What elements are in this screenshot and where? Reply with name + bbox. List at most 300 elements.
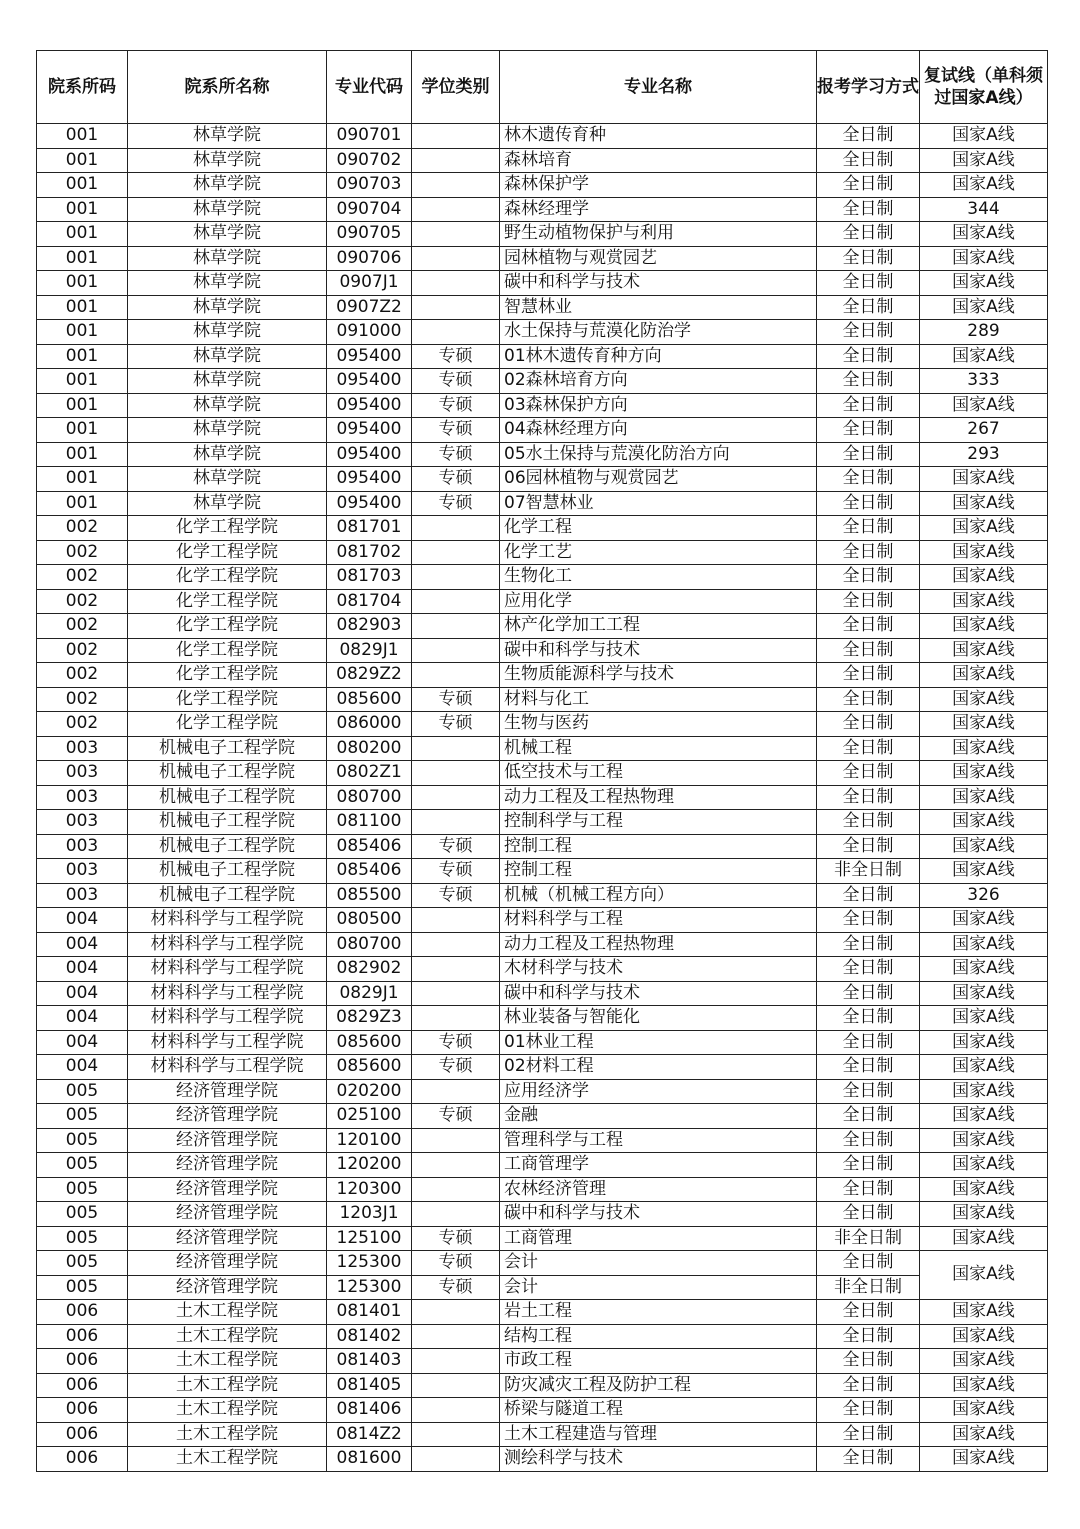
cell-study-mode: 全日制	[817, 442, 920, 467]
cell-study-mode: 全日制	[817, 981, 920, 1006]
cell-retest-line: 国家A线	[920, 908, 1048, 933]
cell-study-mode: 全日制	[817, 1006, 920, 1031]
cell-degree-type	[412, 957, 500, 982]
cell-retest-line: 国家A线	[920, 222, 1048, 247]
cell-major-code: 081704	[327, 589, 412, 614]
cell-dept-code: 002	[37, 687, 128, 712]
cell-dept-name: 林草学院	[128, 246, 327, 271]
cell-retest-line: 289	[920, 320, 1048, 345]
table-row	[37, 442, 1048, 467]
cell-dept-code: 006	[37, 1324, 128, 1349]
cell-retest-line: 国家A线	[920, 1226, 1048, 1251]
cell-dept-code: 005	[37, 1128, 128, 1153]
cell-dept-name: 经济管理学院	[128, 1226, 327, 1251]
cell-major-name: 低空技术与工程	[500, 761, 817, 786]
cell-major-name: 管理科学与工程	[500, 1128, 817, 1153]
cell-dept-name: 林草学院	[128, 491, 327, 516]
cell-major-name: 森林经理学	[500, 197, 817, 222]
cell-dept-name: 化学工程学院	[128, 638, 327, 663]
cell-study-mode: 全日制	[817, 1251, 920, 1276]
cell-study-mode: 全日制	[817, 957, 920, 982]
header-study-mode: 报考学习方式	[817, 51, 920, 124]
cell-study-mode: 全日制	[817, 173, 920, 198]
cell-major-name: 碳中和科学与技术	[500, 981, 817, 1006]
cell-dept-name: 林草学院	[128, 148, 327, 173]
cell-dept-name: 经济管理学院	[128, 1275, 327, 1300]
cell-study-mode: 全日制	[817, 614, 920, 639]
cell-dept-code: 002	[37, 565, 128, 590]
cell-study-mode: 全日制	[817, 467, 920, 492]
cell-retest-line: 国家A线	[920, 516, 1048, 541]
table-row	[37, 491, 1048, 516]
table-row	[37, 981, 1048, 1006]
cell-retest-line: 国家A线	[920, 1300, 1048, 1325]
table-row	[37, 1202, 1048, 1227]
cell-degree-type: 专硕	[412, 834, 500, 859]
cell-study-mode: 全日制	[817, 148, 920, 173]
cell-retest-line: 国家A线	[920, 1251, 1048, 1300]
cell-dept-name: 化学工程学院	[128, 663, 327, 688]
cell-major-code: 125300	[327, 1251, 412, 1276]
cell-major-code: 120200	[327, 1153, 412, 1178]
cell-dept-name: 林草学院	[128, 295, 327, 320]
cell-study-mode: 全日制	[817, 1030, 920, 1055]
cell-retest-line: 国家A线	[920, 1055, 1048, 1080]
cell-dept-name: 化学工程学院	[128, 614, 327, 639]
table-row	[37, 1226, 1048, 1251]
cell-retest-line: 国家A线	[920, 124, 1048, 149]
cell-major-code: 025100	[327, 1104, 412, 1129]
cell-major-code: 081703	[327, 565, 412, 590]
cell-degree-type	[412, 736, 500, 761]
cell-degree-type: 专硕	[412, 1226, 500, 1251]
cell-major-name: 化学工艺	[500, 540, 817, 565]
cell-major-code: 0907J1	[327, 271, 412, 296]
cell-study-mode: 全日制	[817, 1447, 920, 1472]
cell-retest-line: 国家A线	[920, 810, 1048, 835]
table-row	[37, 1030, 1048, 1055]
cell-degree-type	[412, 908, 500, 933]
cell-degree-type	[412, 565, 500, 590]
cell-dept-name: 土木工程学院	[128, 1349, 327, 1374]
table-header-row	[37, 51, 1048, 124]
cell-study-mode: 全日制	[817, 1079, 920, 1104]
cell-degree-type	[412, 1324, 500, 1349]
cell-study-mode: 全日制	[817, 1104, 920, 1129]
table-row	[37, 785, 1048, 810]
cell-retest-line: 国家A线	[920, 1030, 1048, 1055]
table-row	[37, 638, 1048, 663]
cell-major-name: 林产化学加工工程	[500, 614, 817, 639]
cell-dept-code: 001	[37, 442, 128, 467]
cell-retest-line: 国家A线	[920, 1128, 1048, 1153]
cell-study-mode: 全日制	[817, 687, 920, 712]
table-row	[37, 810, 1048, 835]
cell-major-name: 04森林经理方向	[500, 418, 817, 443]
cell-dept-name: 化学工程学院	[128, 516, 327, 541]
table-row	[37, 295, 1048, 320]
cell-dept-code: 001	[37, 320, 128, 345]
cell-degree-type	[412, 589, 500, 614]
cell-major-name: 土木工程建造与管理	[500, 1422, 817, 1447]
table-row	[37, 883, 1048, 908]
cell-study-mode: 全日制	[817, 271, 920, 296]
cell-major-code: 081406	[327, 1398, 412, 1423]
cell-degree-type: 专硕	[412, 1104, 500, 1129]
cell-dept-code: 002	[37, 589, 128, 614]
cell-degree-type	[412, 1300, 500, 1325]
cell-study-mode: 全日制	[817, 418, 920, 443]
table-row	[37, 222, 1048, 247]
cell-major-name: 生物质能源科学与技术	[500, 663, 817, 688]
table-row	[37, 834, 1048, 859]
cell-study-mode: 全日制	[817, 761, 920, 786]
table-row	[37, 1153, 1048, 1178]
cell-degree-type	[412, 638, 500, 663]
cell-major-code: 080700	[327, 932, 412, 957]
table-row	[37, 1275, 1048, 1300]
cell-retest-line: 国家A线	[920, 932, 1048, 957]
header-dept-name: 院系所名称	[128, 51, 327, 124]
cell-major-name: 控制工程	[500, 859, 817, 884]
cell-major-name: 01林木遗传育种方向	[500, 344, 817, 369]
cell-study-mode: 全日制	[817, 908, 920, 933]
cell-retest-line: 国家A线	[920, 785, 1048, 810]
cell-degree-type: 专硕	[412, 491, 500, 516]
cell-retest-line: 国家A线	[920, 1373, 1048, 1398]
cell-major-code: 095400	[327, 344, 412, 369]
cell-retest-line: 267	[920, 418, 1048, 443]
cell-major-name: 碳中和科学与技术	[500, 1202, 817, 1227]
cell-dept-name: 材料科学与工程学院	[128, 932, 327, 957]
cell-study-mode: 全日制	[817, 369, 920, 394]
cell-dept-code: 004	[37, 1055, 128, 1080]
cell-major-code: 0802Z1	[327, 761, 412, 786]
cell-dept-name: 林草学院	[128, 442, 327, 467]
cell-retest-line: 国家A线	[920, 467, 1048, 492]
cell-major-name: 控制科学与工程	[500, 810, 817, 835]
cell-major-name: 会计	[500, 1251, 817, 1276]
cell-major-code: 095400	[327, 418, 412, 443]
cell-retest-line: 国家A线	[920, 1349, 1048, 1374]
table-row	[37, 589, 1048, 614]
cell-degree-type	[412, 1177, 500, 1202]
cell-degree-type	[412, 1447, 500, 1472]
cell-degree-type	[412, 614, 500, 639]
cell-major-code: 091000	[327, 320, 412, 345]
cell-study-mode: 全日制	[817, 1177, 920, 1202]
cell-retest-line: 344	[920, 197, 1048, 222]
cell-major-code: 080700	[327, 785, 412, 810]
cell-dept-name: 机械电子工程学院	[128, 785, 327, 810]
cell-study-mode: 全日制	[817, 246, 920, 271]
cell-dept-code: 003	[37, 736, 128, 761]
table-row	[37, 173, 1048, 198]
cell-major-code: 125100	[327, 1226, 412, 1251]
cell-dept-name: 土木工程学院	[128, 1300, 327, 1325]
cell-major-name: 化学工程	[500, 516, 817, 541]
cell-study-mode: 全日制	[817, 589, 920, 614]
cell-major-name: 01林业工程	[500, 1030, 817, 1055]
cell-study-mode: 全日制	[817, 1398, 920, 1423]
cell-study-mode: 全日制	[817, 1373, 920, 1398]
cell-dept-code: 001	[37, 173, 128, 198]
cell-degree-type: 专硕	[412, 1055, 500, 1080]
cell-dept-name: 林草学院	[128, 344, 327, 369]
cell-dept-code: 003	[37, 859, 128, 884]
cell-dept-name: 经济管理学院	[128, 1128, 327, 1153]
cell-dept-name: 土木工程学院	[128, 1373, 327, 1398]
cell-degree-type: 专硕	[412, 467, 500, 492]
cell-major-code: 0907Z2	[327, 295, 412, 320]
cell-dept-name: 机械电子工程学院	[128, 859, 327, 884]
cell-major-code: 080200	[327, 736, 412, 761]
cell-degree-type	[412, 271, 500, 296]
cell-retest-line: 国家A线	[920, 1153, 1048, 1178]
cell-major-code: 086000	[327, 712, 412, 737]
cell-major-code: 120300	[327, 1177, 412, 1202]
cell-study-mode: 全日制	[817, 320, 920, 345]
cell-degree-type	[412, 663, 500, 688]
cell-retest-line: 国家A线	[920, 687, 1048, 712]
cell-degree-type	[412, 1422, 500, 1447]
cell-major-code: 081100	[327, 810, 412, 835]
cell-dept-code: 001	[37, 393, 128, 418]
cell-major-name: 03森林保护方向	[500, 393, 817, 418]
score-table-sheet	[36, 50, 1048, 1472]
cell-dept-code: 005	[37, 1251, 128, 1276]
cell-dept-name: 材料科学与工程学院	[128, 957, 327, 982]
cell-dept-name: 化学工程学院	[128, 687, 327, 712]
cell-degree-type	[412, 785, 500, 810]
cell-major-name: 应用化学	[500, 589, 817, 614]
table-row	[37, 1055, 1048, 1080]
cell-degree-type: 专硕	[412, 369, 500, 394]
cell-dept-code: 004	[37, 981, 128, 1006]
cell-major-name: 07智慧林业	[500, 491, 817, 516]
cell-dept-name: 材料科学与工程学院	[128, 1030, 327, 1055]
cell-major-name: 02森林培育方向	[500, 369, 817, 394]
cell-retest-line: 国家A线	[920, 1447, 1048, 1472]
cell-major-code: 0829Z3	[327, 1006, 412, 1031]
cell-dept-code: 003	[37, 883, 128, 908]
cell-retest-line: 国家A线	[920, 1079, 1048, 1104]
cell-major-name: 木材科学与技术	[500, 957, 817, 982]
cell-degree-type	[412, 124, 500, 149]
table-row	[37, 1447, 1048, 1472]
table-row	[37, 1349, 1048, 1374]
cell-degree-type	[412, 197, 500, 222]
cell-dept-name: 机械电子工程学院	[128, 834, 327, 859]
cell-retest-line: 国家A线	[920, 834, 1048, 859]
cell-degree-type	[412, 222, 500, 247]
cell-major-code: 095400	[327, 393, 412, 418]
cell-major-code: 090703	[327, 173, 412, 198]
cell-dept-code: 001	[37, 344, 128, 369]
cell-major-code: 120100	[327, 1128, 412, 1153]
table-body	[37, 124, 1048, 1472]
cell-dept-code: 005	[37, 1079, 128, 1104]
header-retest-line: 复试线（单科须过国家A线）	[920, 51, 1048, 124]
cell-dept-name: 材料科学与工程学院	[128, 1055, 327, 1080]
cell-dept-name: 林草学院	[128, 393, 327, 418]
cell-major-name: 控制工程	[500, 834, 817, 859]
cell-major-code: 0829J1	[327, 638, 412, 663]
cell-study-mode: 全日制	[817, 1153, 920, 1178]
cell-dept-name: 经济管理学院	[128, 1079, 327, 1104]
cell-major-code: 085600	[327, 1030, 412, 1055]
cell-degree-type	[412, 173, 500, 198]
cell-degree-type	[412, 1006, 500, 1031]
cell-dept-code: 001	[37, 222, 128, 247]
cell-dept-code: 001	[37, 467, 128, 492]
cell-dept-name: 林草学院	[128, 418, 327, 443]
cell-retest-line: 333	[920, 369, 1048, 394]
cell-dept-name: 经济管理学院	[128, 1202, 327, 1227]
cell-retest-line: 国家A线	[920, 246, 1048, 271]
header-major-name: 专业名称	[500, 51, 817, 124]
table-row	[37, 369, 1048, 394]
cell-retest-line: 国家A线	[920, 271, 1048, 296]
cell-major-code: 090702	[327, 148, 412, 173]
cell-dept-code: 001	[37, 369, 128, 394]
cell-major-code: 081402	[327, 1324, 412, 1349]
cell-dept-name: 材料科学与工程学院	[128, 981, 327, 1006]
cell-retest-line: 国家A线	[920, 614, 1048, 639]
cell-retest-line: 国家A线	[920, 589, 1048, 614]
cell-retest-line: 国家A线	[920, 761, 1048, 786]
cell-dept-code: 004	[37, 1006, 128, 1031]
cell-dept-code: 006	[37, 1422, 128, 1447]
cell-degree-type	[412, 295, 500, 320]
cell-study-mode: 全日制	[817, 540, 920, 565]
cell-major-name: 水土保持与荒漠化防治学	[500, 320, 817, 345]
cell-major-name: 智慧林业	[500, 295, 817, 320]
cell-retest-line: 国家A线	[920, 344, 1048, 369]
cell-degree-type	[412, 981, 500, 1006]
cell-degree-type	[412, 320, 500, 345]
cell-major-code: 080500	[327, 908, 412, 933]
cell-dept-code: 004	[37, 1030, 128, 1055]
cell-major-code: 081401	[327, 1300, 412, 1325]
cell-dept-code: 006	[37, 1349, 128, 1374]
cell-major-name: 农林经济管理	[500, 1177, 817, 1202]
table-row	[37, 320, 1048, 345]
cell-degree-type	[412, 1153, 500, 1178]
cell-major-code: 085406	[327, 834, 412, 859]
cell-retest-line: 293	[920, 442, 1048, 467]
table-row	[37, 1006, 1048, 1031]
cell-degree-type: 专硕	[412, 393, 500, 418]
cell-major-code: 095400	[327, 442, 412, 467]
table-row	[37, 1128, 1048, 1153]
cell-retest-line: 国家A线	[920, 295, 1048, 320]
cell-study-mode: 全日制	[817, 393, 920, 418]
cell-dept-name: 林草学院	[128, 369, 327, 394]
cell-major-code: 085600	[327, 1055, 412, 1080]
cell-dept-code: 005	[37, 1202, 128, 1227]
cell-dept-name: 经济管理学院	[128, 1251, 327, 1276]
table-row	[37, 614, 1048, 639]
header-degree-type: 学位类别	[412, 51, 500, 124]
cell-study-mode: 全日制	[817, 124, 920, 149]
cell-retest-line: 国家A线	[920, 1398, 1048, 1423]
cell-dept-code: 003	[37, 810, 128, 835]
table-row	[37, 516, 1048, 541]
table-row	[37, 908, 1048, 933]
cell-study-mode: 全日制	[817, 1300, 920, 1325]
cell-degree-type	[412, 1079, 500, 1104]
table-row	[37, 957, 1048, 982]
cell-degree-type: 专硕	[412, 418, 500, 443]
cell-dept-name: 经济管理学院	[128, 1177, 327, 1202]
cell-study-mode: 全日制	[817, 344, 920, 369]
cell-study-mode: 全日制	[817, 491, 920, 516]
cell-major-name: 森林保护学	[500, 173, 817, 198]
cell-study-mode: 全日制	[817, 810, 920, 835]
cell-study-mode: 全日制	[817, 663, 920, 688]
cell-retest-line: 国家A线	[920, 1177, 1048, 1202]
cell-dept-code: 001	[37, 295, 128, 320]
cell-major-code: 081403	[327, 1349, 412, 1374]
cell-dept-name: 土木工程学院	[128, 1447, 327, 1472]
cell-major-code: 095400	[327, 491, 412, 516]
table-row	[37, 418, 1048, 443]
cell-dept-code: 001	[37, 124, 128, 149]
cell-study-mode: 全日制	[817, 565, 920, 590]
cell-dept-code: 005	[37, 1104, 128, 1129]
cell-degree-type: 专硕	[412, 1030, 500, 1055]
cell-dept-code: 006	[37, 1373, 128, 1398]
table-row	[37, 1373, 1048, 1398]
cell-retest-line: 国家A线	[920, 1202, 1048, 1227]
cell-dept-code: 002	[37, 516, 128, 541]
cell-dept-name: 机械电子工程学院	[128, 883, 327, 908]
cell-study-mode: 非全日制	[817, 1275, 920, 1300]
table-row	[37, 1177, 1048, 1202]
cell-major-code: 081405	[327, 1373, 412, 1398]
cell-major-name: 动力工程及工程热物理	[500, 785, 817, 810]
cell-degree-type: 专硕	[412, 1251, 500, 1276]
cell-degree-type	[412, 810, 500, 835]
cell-dept-name: 林草学院	[128, 467, 327, 492]
cell-dept-code: 002	[37, 638, 128, 663]
cell-major-name: 应用经济学	[500, 1079, 817, 1104]
cell-major-code: 125300	[327, 1275, 412, 1300]
cell-major-name: 工商管理学	[500, 1153, 817, 1178]
cell-major-name: 结构工程	[500, 1324, 817, 1349]
table-row	[37, 1104, 1048, 1129]
cell-dept-code: 005	[37, 1153, 128, 1178]
cell-study-mode: 全日制	[817, 197, 920, 222]
cell-retest-line: 国家A线	[920, 565, 1048, 590]
cell-major-code: 095400	[327, 369, 412, 394]
cell-study-mode: 全日制	[817, 834, 920, 859]
cell-dept-code: 002	[37, 712, 128, 737]
cell-dept-name: 机械电子工程学院	[128, 736, 327, 761]
cell-retest-line: 国家A线	[920, 663, 1048, 688]
cell-major-code: 090705	[327, 222, 412, 247]
cell-dept-code: 002	[37, 663, 128, 688]
cell-study-mode: 全日制	[817, 516, 920, 541]
cell-major-name: 工商管理	[500, 1226, 817, 1251]
cell-major-code: 020200	[327, 1079, 412, 1104]
table-row	[37, 859, 1048, 884]
table-row	[37, 736, 1048, 761]
cell-dept-name: 机械电子工程学院	[128, 810, 327, 835]
cell-degree-type	[412, 1202, 500, 1227]
cell-study-mode: 全日制	[817, 222, 920, 247]
